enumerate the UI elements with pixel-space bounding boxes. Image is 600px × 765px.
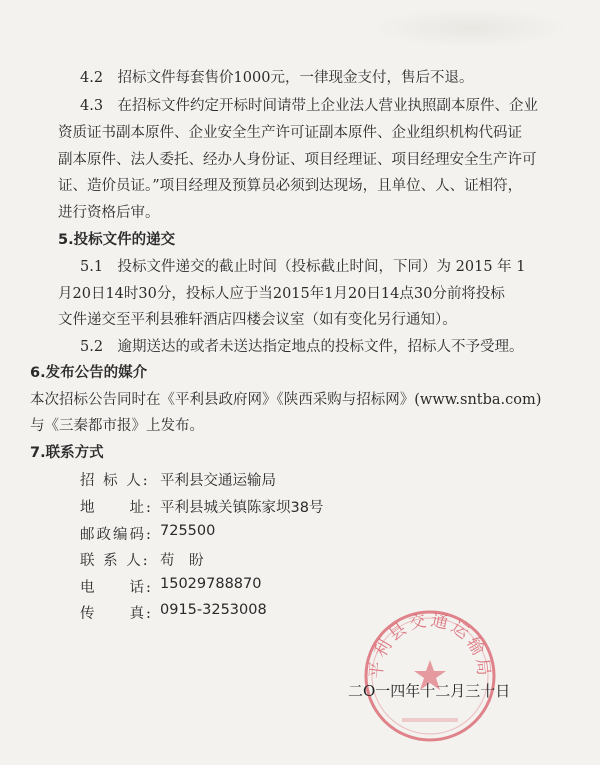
contact-value-postcode: 725500: [160, 523, 216, 539]
contact-value-fax: 0915-3253008: [160, 602, 267, 618]
clause-4-2: 4.2 招标文件每套售价1000元，一律现金支付，售后不退。: [80, 70, 474, 86]
contact-label-postcode: 邮政编码:: [80, 527, 153, 543]
contact-label-address: 地 址:: [80, 500, 153, 516]
contact-value-address: 平利县城关镇陈家坝38号: [160, 500, 324, 516]
clause-4-3-line-2: 资质证书副本原件、企业安全生产许可证副本原件、企业组织机构代码证: [58, 125, 522, 141]
media-line-1: 本次招标公告同时在《平利县政府网》《陕西采购与招标网》(www.sntba.com): [30, 392, 542, 408]
scan-smudge: [370, 8, 570, 48]
official-seal-icon: [362, 608, 498, 744]
contact-value-contact-person: 苟 盼: [160, 553, 204, 569]
contact-label-tenderer: 招 标 人:: [80, 473, 150, 489]
section-6-heading: 6.发布公告的媒介: [30, 365, 148, 381]
contact-label-contact-person: 联 系 人:: [80, 553, 150, 569]
signature-date: 二O一四年十二月三十日: [348, 682, 511, 700]
contact-value-phone: 15029788870: [160, 576, 262, 592]
media-line-2: 与《三秦都市报》上发布。: [30, 418, 204, 434]
clause-4-3-line-5: 进行资格后审。: [58, 205, 160, 221]
clause-4-3-line-3: 副本原件、法人委托、经办人身份证、项目经理证、项目经理安全生产许可: [58, 152, 537, 168]
clause-4-3-line-1: 4.3 在招标文件约定开标时间请带上企业法人营业执照副本原件、企业: [80, 98, 539, 114]
clause-5-1-line-2: 月20日14时30分，投标人应于当2015年1月20日14点30分前将投标: [58, 286, 505, 302]
clause-4-3-line-4: 证、造价员证。”项目经理及预算员必须到达现场，且单位、人、证相符，: [58, 178, 523, 194]
section-7-heading: 7.联系方式: [30, 445, 104, 461]
contact-label-fax: 传 真:: [80, 606, 153, 622]
contact-label-phone: 电 话:: [80, 580, 153, 596]
clause-5-1-line-3: 文件递交至平利县雅轩酒店四楼会议室（如有变化另行通知）。: [58, 312, 457, 328]
clause-5-1-line-1: 5.1 投标文件递交的截止时间（投标截止时间，下同）为 2015 年 1: [80, 259, 526, 275]
contact-value-tenderer: 平利县交通运输局: [160, 473, 276, 489]
section-5-heading: 5.投标文件的递交: [58, 232, 176, 248]
svg-text:平利县交通运输局: 平利县交通运输局: [366, 610, 494, 680]
clause-5-2: 5.2 逾期送达的或者未送达指定地点的投标文件，招标人不予受理。: [80, 339, 524, 355]
